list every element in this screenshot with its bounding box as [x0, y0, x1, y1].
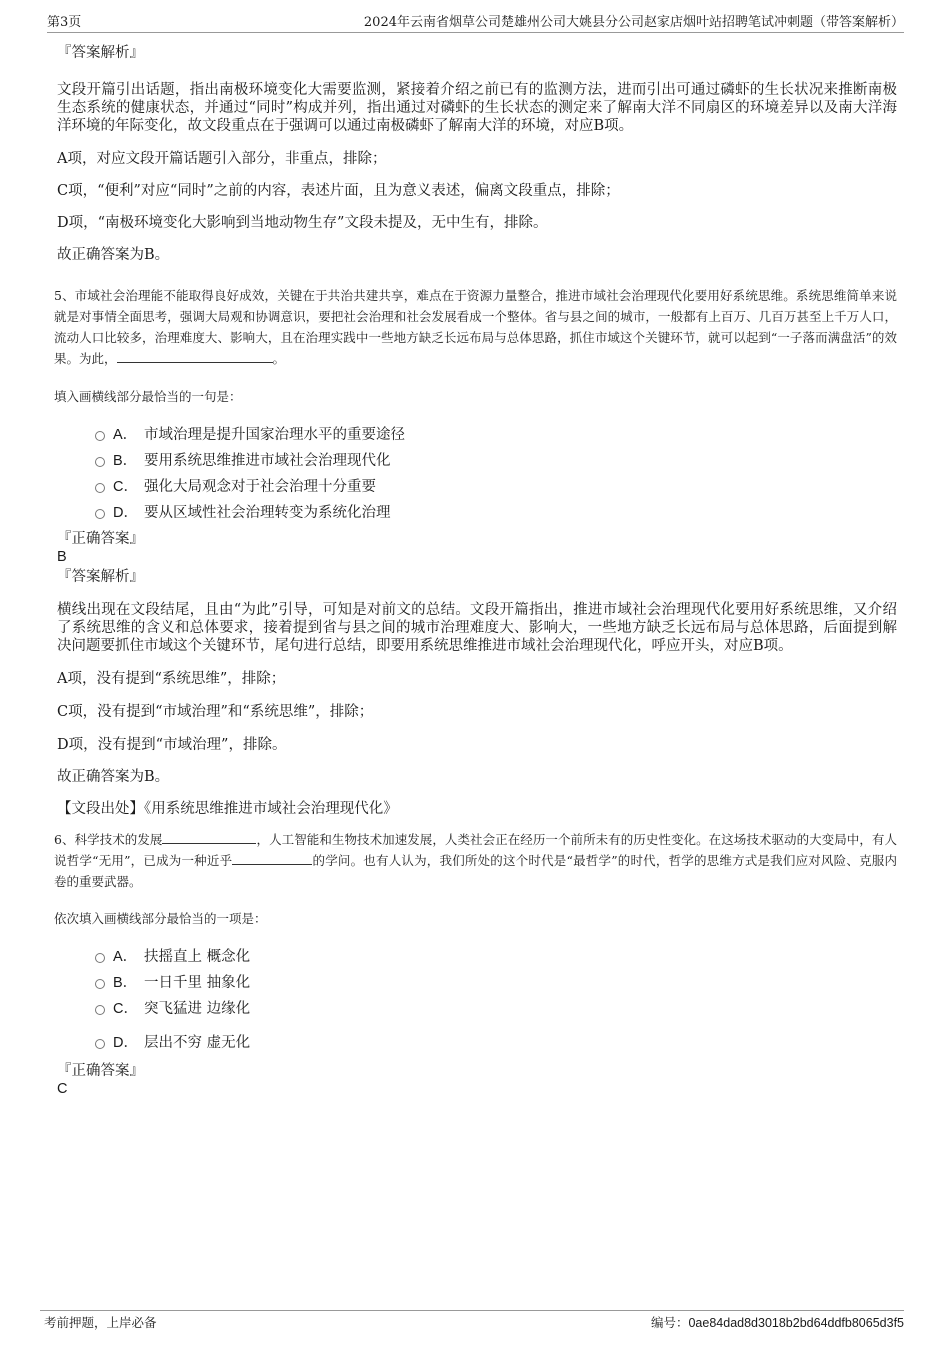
conclusion: 故正确答案为B。 — [57, 769, 170, 785]
question-6-stem: 6、科学技术的发展 ，人工智能和生物技术加速发展，人类社会正在经历一个前所未有的历史性变化。在这场技术驱动的大变局中，有人说哲学“无用”，已成为一种近乎 的学问。也有人认为，我们所处的这个时代是“最哲学”的时代，哲学的思维方式是我们应对风险、克服内卷的重要武器。 — [54, 832, 897, 889]
option-a[interactable]: A． 市域治理是提升国家治理水平的重要途径 — [95, 422, 897, 448]
analysis-option-d: D项，没有提到“市域治理”，排除。 — [57, 737, 287, 753]
option-b[interactable]: B． 一日千里 抽象化 — [95, 970, 897, 996]
conclusion: 故正确答案为B。 — [57, 247, 170, 263]
radio-button[interactable] — [95, 1005, 105, 1015]
correct-answer: C — [57, 1081, 68, 1097]
question-6-options — [95, 944, 897, 1056]
footer-slogan: 考前押题，上岸必备 — [44, 1315, 157, 1330]
radio-button[interactable] — [95, 979, 105, 989]
question-5-instruction: 填入画横线部分最恰当的一句是： — [54, 389, 242, 404]
option-c[interactable]: C． 突飞猛进 边缘化 — [95, 996, 897, 1022]
option-d[interactable]: D． 要从区域性社会治理转变为系统化治理 — [95, 500, 897, 526]
analysis-option-a: A项，对应文段开篇话题引入部分，非重点，排除； — [57, 151, 387, 167]
option-c[interactable]: C． 强化大局观念对于社会治理十分重要 — [95, 474, 897, 500]
analysis-option-d: D项，“南极环境变化大影响到当地动物生存”文段未提及，无中生有，排除。 — [57, 215, 548, 231]
analysis-option-c: C项，“便利”对应“同时”之前的内容，表述片面，且为意义表述，偏离文段重点，排除； — [57, 183, 620, 199]
question-5-options — [95, 422, 897, 526]
option-b[interactable]: B． 要用系统思维推进市域社会治理现代化 — [95, 448, 897, 474]
radio-button[interactable] — [95, 457, 105, 467]
analysis-label: 『答案解析』 — [57, 45, 144, 61]
radio-button[interactable] — [95, 509, 105, 519]
analysis-label: 『答案解析』 — [57, 569, 144, 585]
fill-blank — [117, 349, 273, 363]
correct-answer: B — [57, 549, 67, 565]
passage-source: 【文段出处】《用系统思维推进市域社会治理现代化》 — [57, 801, 398, 817]
analysis-text: 横线出现在文段结尾，且由“为此”引导，可知是对前文的总结。文段开篇指出，推进市域社会治理现代化要用好系统思维，又介绍了系统思维的含义和总体要求，接着提到省与县之间的城市治理难度大、影响大，一些地方缺乏长远布局与总体思路，后面提到解决问题要抓住市域这个关键环节，尾句进行总结，即要用系统思维推进市域社会治理现代化，呼应开头，对应B项。 — [57, 602, 897, 654]
radio-button[interactable] — [95, 1039, 105, 1049]
fill-blank — [232, 851, 312, 865]
analysis-text: 文段开篇引出话题，指出南极环境变化大需要监测，紧接着介绍之前已有的监测方法，进而引出可通过磷虾的生长状况来推断南极生态系统的健康状态，并通过“同时”构成并列，指出通过对磷虾的生长状态的测定来了解南大洋不同扇区的环境差异以及南大洋海洋环境的年际变化，故文段重点在于强调可以通过南极磷虾了解南大洋的环境，对应B项。 — [57, 82, 897, 134]
page-number: 第3页 — [47, 15, 82, 30]
page-content — [54, 44, 897, 1098]
question-5-stem: 5、市域社会治理能不能取得良好成效，关键在于共治共建共享，难点在于资源力量整合，推进市域社会治理现代化要用好系统思维。系统思维简单来说就是对事情全面思考，强调大局观和协调意识，要把社会治理和社会发展看成一个整体。省与县之间的城市，一般都有上百万、几百万甚至上千万人口，流动人口比较多，治理难度大、影响大，且在治理实践中一些地方缺乏长远布局与总体思路，抓住市域这个关键环节，就可以起到“一子落而满盘活”的效果。为此， 。 — [54, 288, 897, 366]
document-id: 编号：0ae84dad8d3018b2bd64ddfb8065d3f5 — [650, 1316, 904, 1330]
option-a[interactable]: A． 扶摇直上 概念化 — [95, 944, 897, 970]
page-footer — [40, 1310, 904, 1330]
page-header — [47, 16, 904, 33]
option-d[interactable]: D． 层出不穷 虚无化 — [95, 1030, 897, 1056]
fill-blank — [162, 830, 256, 844]
radio-button[interactable] — [95, 483, 105, 493]
radio-button[interactable] — [95, 953, 105, 963]
correct-answer-label: 『正确答案』 — [57, 1063, 144, 1079]
question-6-instruction: 依次填入画横线部分最恰当的一项是： — [54, 911, 267, 926]
analysis-option-a: A项，没有提到“系统思维”，排除； — [57, 671, 286, 687]
correct-answer-label: 『正确答案』 — [57, 531, 144, 547]
radio-button[interactable] — [95, 431, 105, 441]
document-title: 2024年云南省烟草公司楚雄州公司大姚县分公司赵家店烟叶站招聘笔试冲刺题（带答案解析） — [363, 15, 904, 30]
analysis-option-c: C项，没有提到“市域治理”和“系统思维”，排除； — [57, 704, 374, 720]
